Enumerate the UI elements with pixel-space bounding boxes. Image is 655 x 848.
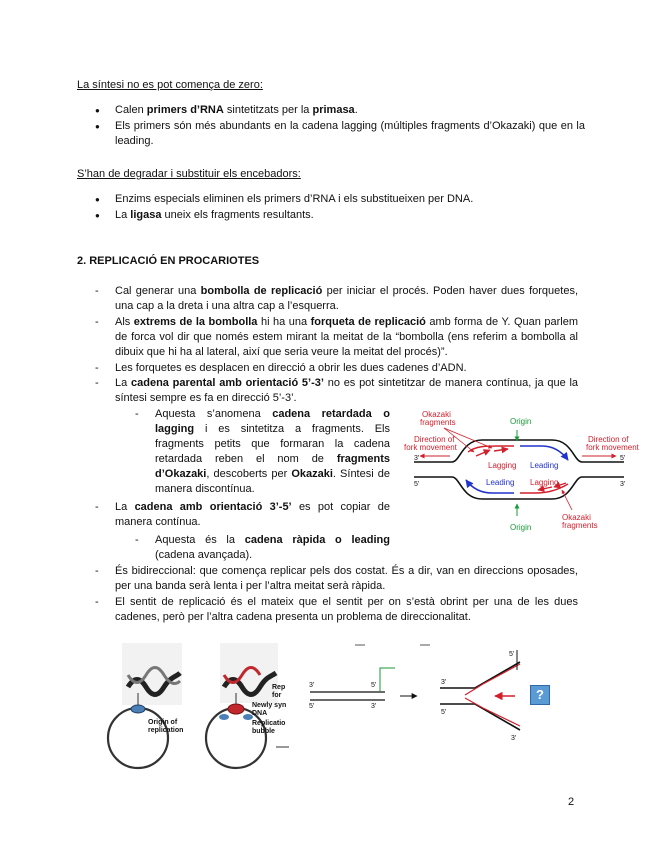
help-icon[interactable]: ? — [530, 685, 550, 705]
label-3-left: 3' — [309, 682, 315, 689]
label-3prime-right: 3' — [620, 481, 626, 488]
page-number: 2 — [568, 796, 575, 808]
list-item: - La cadena amb orientació 3’-5’ es pot copiar de manera contínua. — [95, 501, 390, 528]
list-item: - Cal generar una bombolla de replicació per iniciar el procés. Poden haver dues forquetes, una cap a la dreta i una altra cap a l’esquerra. — [95, 285, 579, 312]
label-fragments: fragments — [420, 418, 456, 427]
label-3-fork-bottom: 3' — [511, 735, 517, 742]
label-okazaki-bottom: Okazaki — [562, 513, 591, 522]
label-5prime: 5' — [414, 481, 420, 488]
list-item: ● La ligasa uneix els fragments resultants. — [95, 208, 585, 223]
list-item: - El sentit de replicació és el mateix que el sentit per on s’està obrint per una de les dues cadenes, però per l’altra cadena presenta un problema de direccionalitat. — [95, 596, 578, 623]
label-5-fork: 5' — [441, 709, 447, 716]
label-5-fork-top: 5' — [509, 651, 515, 658]
label-bubble: bubble — [252, 728, 275, 735]
list-item: - La cadena parental amb orientació 5’-3’ no es pot sintetitzar de manera contínua, ja que la síntesi sempre es fa en direcció 5’-3’. — [95, 377, 579, 404]
label-fragments-bottom: fragments — [562, 521, 598, 530]
section-heading-encebadors: S’han de degradar i substituir els encebadors: — [77, 168, 301, 180]
label-3prime: 3' — [414, 455, 420, 462]
label-direction-right: Direction of — [588, 435, 629, 444]
label-for: for — [272, 692, 282, 699]
replication-bubble-diagram — [402, 404, 639, 534]
label-leading-top: Leading — [530, 461, 559, 470]
label-3-fork: 3' — [441, 679, 447, 686]
label-5-left: 5' — [371, 682, 377, 689]
label-okazaki: Okazaki — [422, 410, 451, 419]
list-item: - Les forquetes es desplacen en direcció a obrir les dues cadenes d’ADN. — [95, 362, 467, 374]
label-direction-left: Direction of — [414, 435, 455, 444]
label-replication: replication — [148, 727, 184, 734]
replication-fork-diagram — [305, 640, 550, 750]
list-item: - Aquesta és la cadena ràpida o leading (cadena avançada). — [135, 534, 390, 561]
list-item: ● Calen primers d’RNA sintetitzats per la primasa. — [95, 103, 585, 118]
label-3-left-bottom: 3' — [371, 703, 377, 710]
label-5-left-bottom: 5' — [309, 703, 315, 710]
list-item: ● Enzims especials eliminen els primers d’RNA i els substitueixen per DNA. — [95, 192, 585, 207]
label-newly: Newly syn — [252, 702, 287, 709]
label-origin-bottom: Origin — [510, 523, 532, 532]
section-title-procariotes: 2. REPLICACIÓ EN PROCARIOTES — [77, 255, 260, 267]
label-replication-bubble: Replicatio — [252, 720, 286, 727]
label-fork-right: fork movement — [586, 443, 639, 452]
circular-chromosome-diagram — [100, 643, 295, 770]
list-item: - Als extrems de la bombolla hi ha una forqueta de replicació amb forma de Y. Quan parlem de forca vol dir que només estem mirant la meitat de la “bombolla (ens referim a bombolla al dibuix que hi ha al lateral, així que seria veure la meitat del procés)”. — [95, 316, 579, 358]
section-heading-primers: La síntesi no es pot comença de zero: — [77, 79, 263, 91]
list-item: - És bidireccional: que comença replicar pels dos costat. És a dir, van en direccions oposades, per una banda serà lenta i per l’altra meitat serà ràpida. — [95, 565, 578, 592]
label-5prime-right: 5' — [620, 455, 626, 462]
label-dna: DNA — [252, 710, 268, 717]
label-lagging-top: Lagging — [488, 461, 517, 470]
label-leading-bottom: Leading — [486, 478, 515, 487]
list-item: ● Els primers són més abundants en la cadena lagging (múltiples fragments d’Okazaki) que en la leading. — [95, 119, 585, 149]
list-item: - Aquesta s’anomena cadena retardada o lagging i es sintetitza a fragments. Els fragments petits que formaran la cadena retardada reben el nom de fragments d’Okazaki, descoberts per Okazaki. Síntesi de manera discontínua. — [135, 408, 390, 495]
label-lagging-bottom: Lagging — [530, 478, 559, 487]
label-rep: Rep — [272, 684, 286, 691]
label-origin-top: Origin — [510, 417, 532, 426]
label-fork-left: fork movement — [404, 443, 457, 452]
label-origin-of: Origin of — [148, 719, 178, 726]
